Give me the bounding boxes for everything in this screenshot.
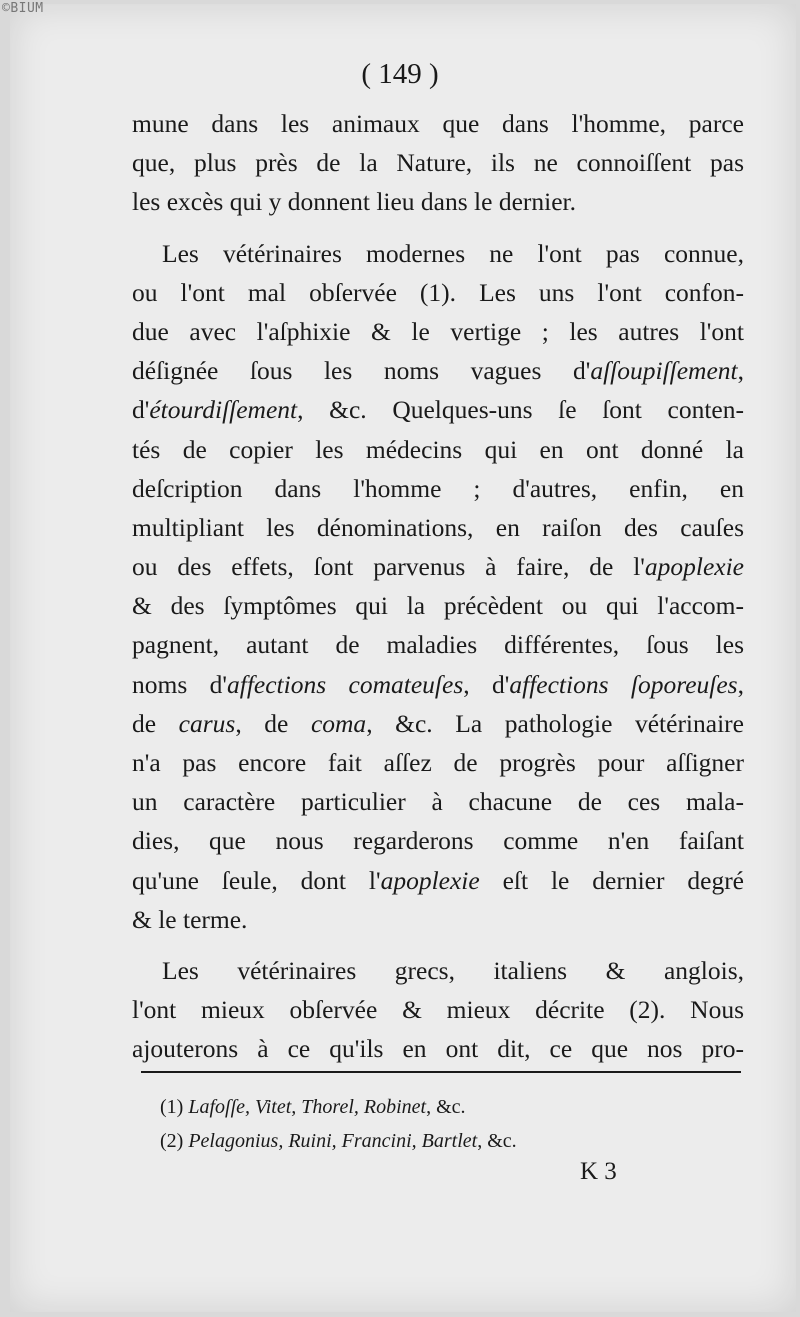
- body-text: [132, 104, 744, 1069]
- italic-term: étourdiſſement: [149, 395, 298, 425]
- text-line: que, plus près de la Nature, ils ne connoiſſent pas: [132, 148, 744, 178]
- footnote-2: (2) Pelagonius, Ruini, Francini, Bartlet, &c.: [160, 1130, 517, 1152]
- italic-term: apoplexie: [644, 552, 744, 582]
- text-line: qu'une ſeule, dont l'apoplexie eſt le dernier degré: [132, 865, 744, 895]
- text-line: d'étourdiſſement, &c. Quelques-uns ſe ſont conten-: [132, 395, 744, 425]
- text-line: noms d'affections comateuſes, d'affections ſoporeuſes,: [132, 669, 744, 699]
- text-line: Les vétérinaires grecs, italiens & anglois,: [162, 955, 744, 985]
- text-line: dies, que nous regarderons comme n'en faiſant: [132, 826, 744, 856]
- text-line: multipliant les dénominations, en raiſon des cauſes: [132, 512, 744, 542]
- text-line: ajouterons à ce qu'ils en ont dit, ce que nos pro-: [132, 1034, 744, 1064]
- italic-term: apoplexie: [380, 865, 480, 895]
- text-line: déſignée ſous les noms vagues d'aſſoupiſſement,: [132, 356, 744, 386]
- text-line: ou l'ont mal obſervée (1). Les uns l'ont confon-: [132, 277, 744, 307]
- paragraph-1: [132, 104, 744, 222]
- italic-term: affections ſoporeuſes: [509, 669, 738, 699]
- text-line: tés de copier les médecins qui en ont donné la: [132, 434, 744, 464]
- page-number: ( 149 ): [361, 58, 439, 90]
- paragraph-3: [132, 951, 744, 1069]
- text-line: ou des effets, ſont parvenus à faire, de l'apoplexie: [132, 552, 744, 582]
- text-line: mune dans les animaux que dans l'homme, parce: [132, 109, 744, 138]
- text-line: & des ſymptômes qui la précèdent ou qui l'accom-: [132, 591, 744, 621]
- italic-term: Pelagonius, Ruini, Francini, Bartlet: [188, 1130, 478, 1152]
- italic-term: coma: [310, 708, 367, 738]
- paragraph-2: [132, 234, 744, 939]
- text-line: & le terme.: [132, 904, 248, 934]
- text-line: deſcription dans l'homme ; d'autres, enfin, en: [132, 473, 744, 503]
- text-line: due avec l'aſphixie & le vertige ; les autres l'ont: [132, 316, 744, 346]
- text-line: n'a pas encore fait aſſez de progrès pour aſſigner: [132, 748, 744, 777]
- text-line: un caractère particulier à chacune de ces mala-: [132, 787, 744, 817]
- text-line: l'ont mieux obſervée & mieux décrite (2). Nous: [132, 995, 744, 1025]
- text-line: pagnent, autant de maladies différentes, ſous les: [132, 630, 744, 660]
- italic-term: affections comateuſes: [227, 669, 464, 699]
- footnote-1: (1) Lafoſſe, Vitet, Thorel, Robinet, &c.: [160, 1096, 466, 1118]
- signature-mark: K 3: [580, 1158, 617, 1185]
- text-line: les excès qui y donnent lieu dans le dernier.: [132, 187, 576, 217]
- text-line: de carus, de coma, &c. La pathologie vétérinaire: [132, 708, 744, 738]
- footnotes: [160, 1090, 750, 1158]
- italic-term: aſſoupiſſement: [590, 356, 738, 386]
- footnote-divider: [141, 1071, 741, 1073]
- italic-term: Lafoſſe, Vitet, Thorel, Robinet: [188, 1096, 427, 1118]
- italic-term: carus: [178, 708, 236, 738]
- library-watermark: ©BIUM: [2, 1, 44, 16]
- text-line: Les vétérinaires modernes ne l'ont pas connue,: [162, 238, 744, 268]
